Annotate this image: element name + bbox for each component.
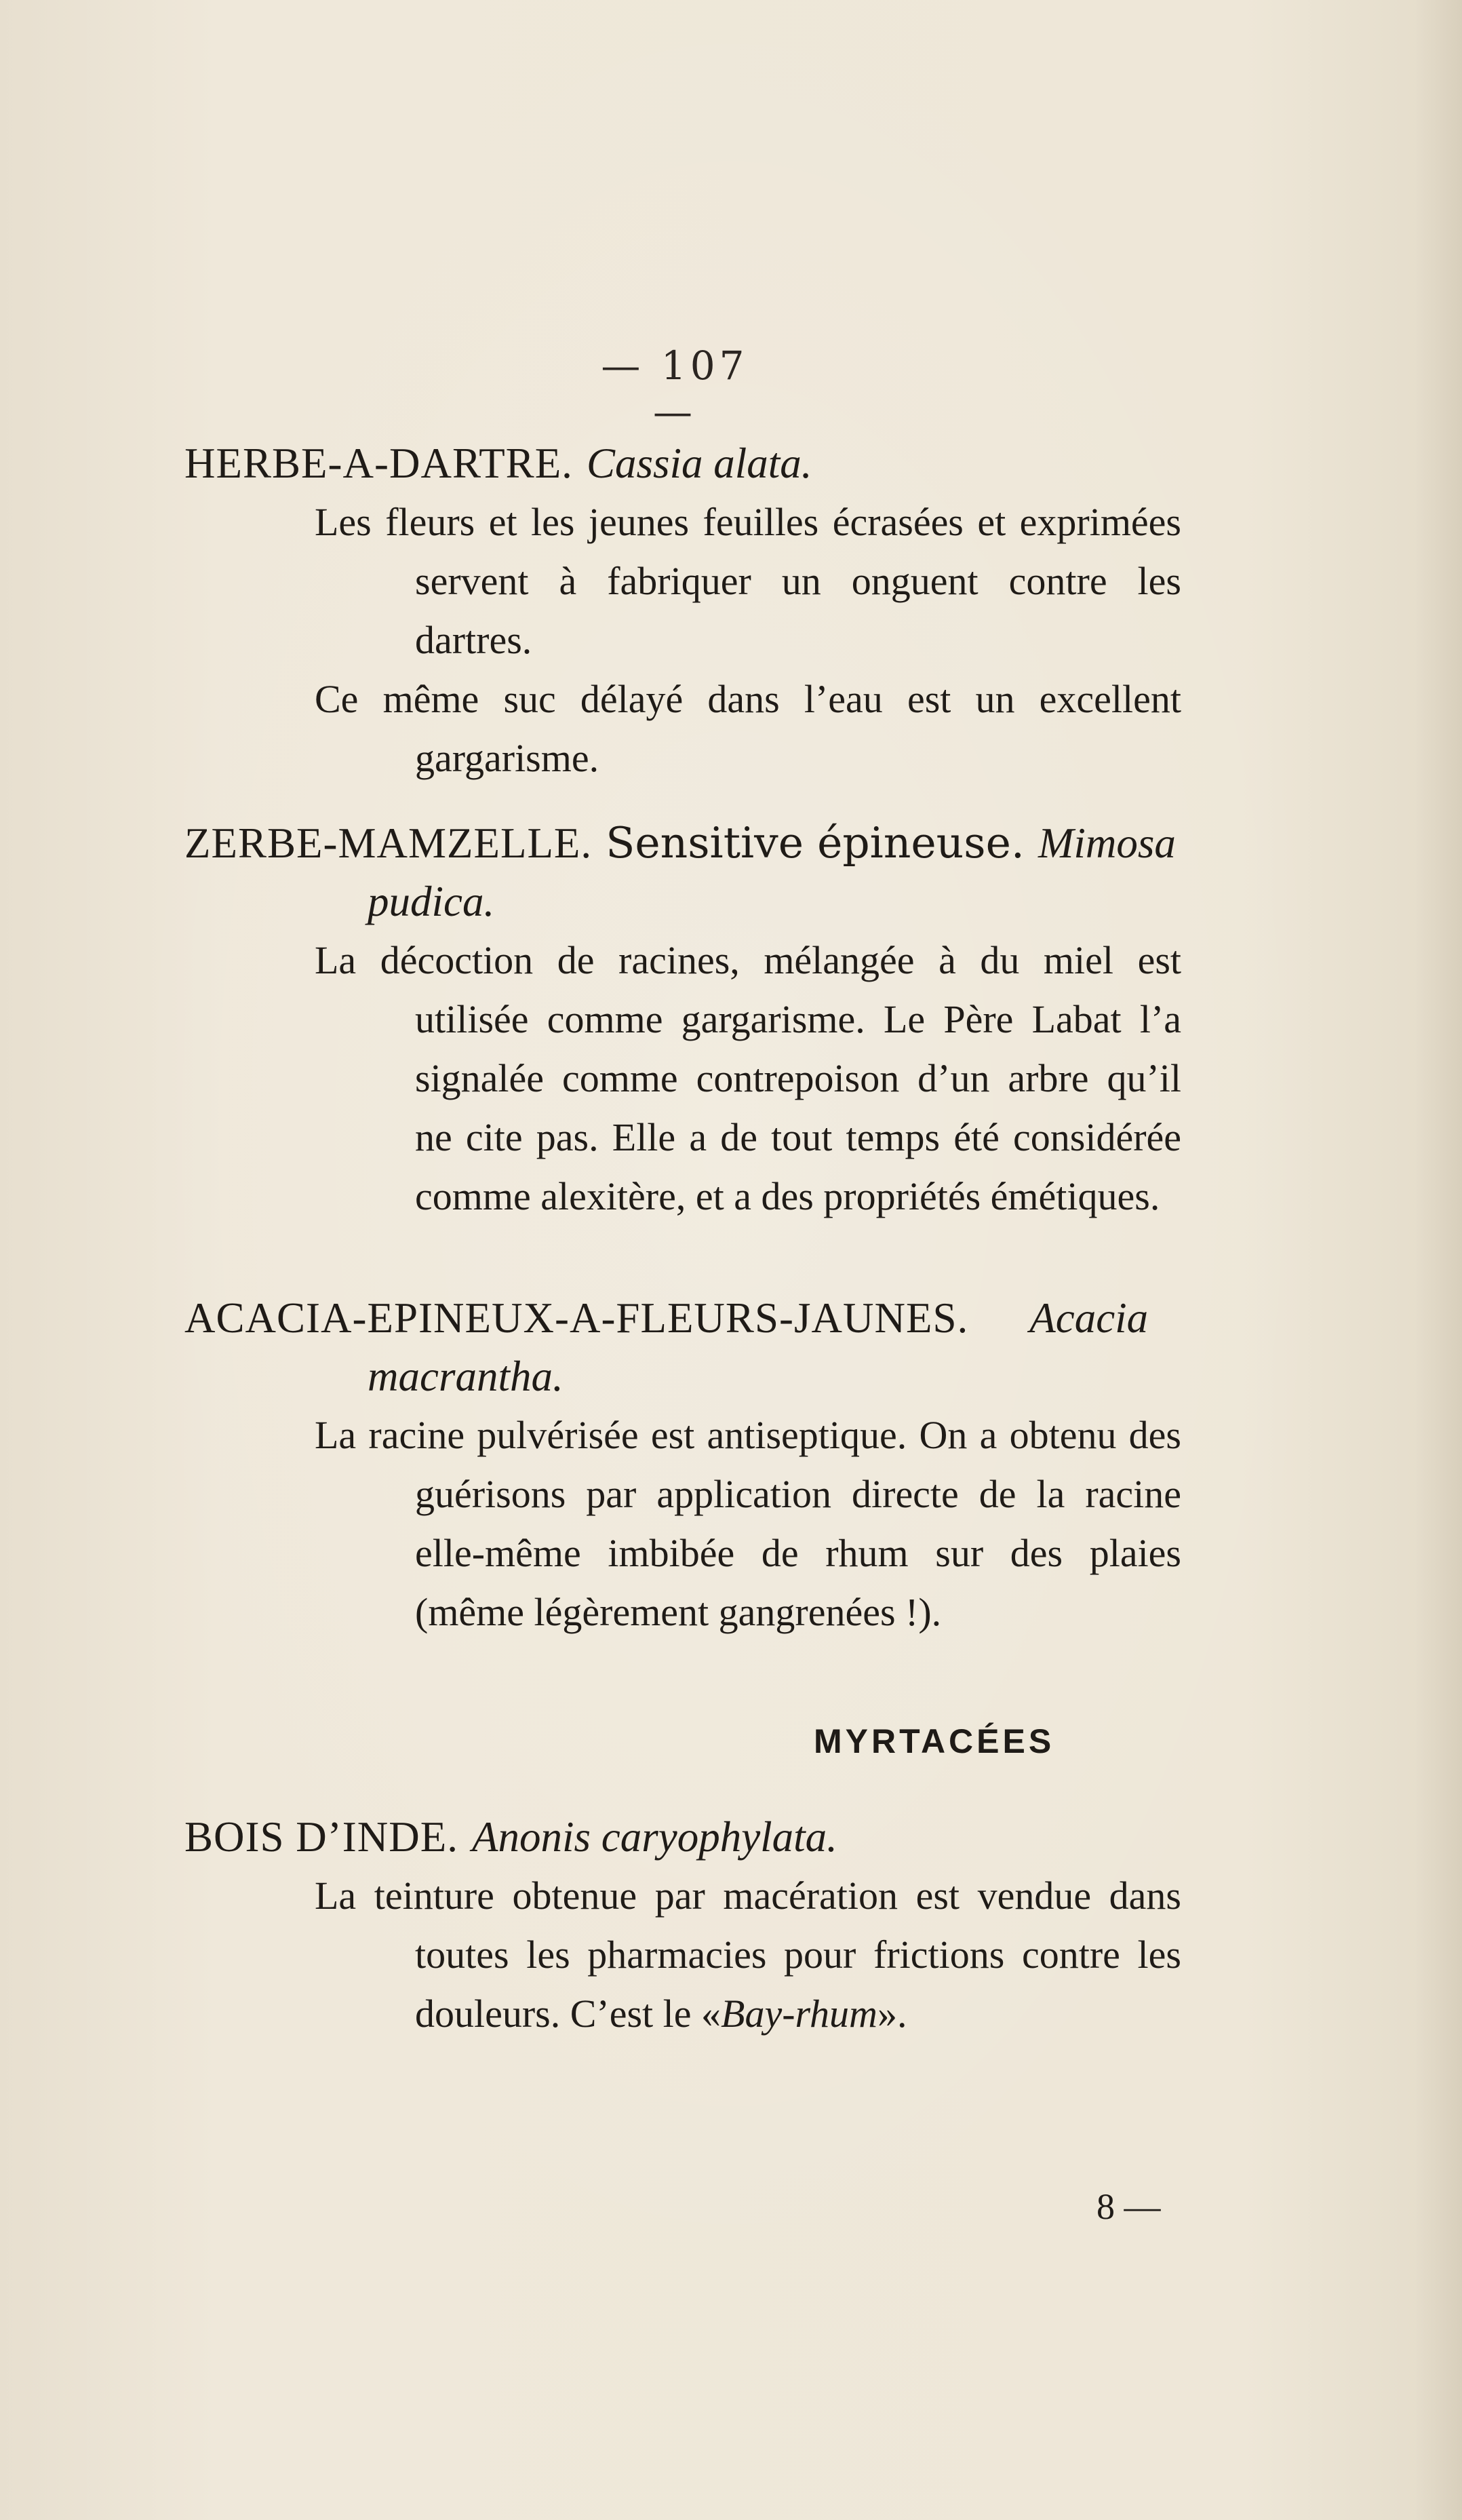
entry-headword: ACACIA-EPINEUX-A-FLEURS-JAUNES. [184, 1294, 969, 1342]
entry-heading [184, 814, 1181, 872]
entry-latin-name: Cassia alata. [586, 440, 812, 487]
entry-paragraph [184, 1866, 1181, 2043]
printer-signature-mark: 8 — [1096, 2186, 1161, 2227]
entry-common-name: Sensitive épineuse. [606, 818, 1025, 868]
entry-paragraph: Les fleurs et les jeunes feuilles écrasées et exprimées servent à fabriquer un onguent contre les dartres. [315, 500, 1181, 662]
entry-paragraph: La décoction de racines, mélangée à du miel est utilisée comme gargarisme. Le Père Labat l’a signalée comme contrepoison d’un arbre qu’il ne cite pas. Elle a de tout temps été considérée comme alexitère, et a des propriétés émétiques. [315, 938, 1181, 1218]
quote-term: Bay-rhum [721, 1992, 877, 2036]
entry-paragraph-text: La teinture obtenue par macération est vendue dans toutes les pharmacies pour frictions contre les douleurs. C’est le [315, 1874, 1181, 2036]
section-title: MYRTACÉES [814, 1722, 1055, 1760]
text-block [184, 434, 1181, 1709]
page-edge-shadow [1415, 0, 1462, 2520]
quote-close: ». [877, 1992, 907, 2036]
entry-headword: HERBE-A-DARTRE. [184, 440, 573, 487]
entry-latin-name: Anonis caryophylata. [472, 1813, 837, 1861]
entry-latin-name: Mimosa [1038, 819, 1176, 867]
page-number: — 107 — [601, 343, 749, 435]
entry-heading [184, 1808, 1181, 1866]
entry-paragraph: Ce même suc délayé dans l’eau est un excellent gargarisme. [315, 677, 1181, 780]
entry-heading [184, 1289, 1181, 1347]
entry-bois-d-inde [184, 1808, 1181, 2043]
entry-latin-continuation: pudica. [368, 878, 495, 925]
entry-headword: ZERBE-MAMZELLE. [184, 819, 593, 867]
entry-paragraph: La racine pulvérisée est antiseptique. On a obtenu des guérisons par application directe de la racine elle-même imbibée de rhum sur des plaies (même légèrement gangrenées !). [315, 1413, 1181, 1634]
quote-open: « [701, 1992, 722, 2036]
entry-heading [184, 434, 1181, 492]
entry-acacia-epineux [184, 1289, 1181, 1709]
entry-latin-name: Acacia [1029, 1294, 1149, 1342]
entry-latin-continuation: macrantha. [368, 1353, 564, 1400]
entry-herbe-a-dartre [184, 434, 1181, 814]
entry-zerbe-mamzelle [184, 814, 1181, 1289]
text-block-lower [184, 1808, 1181, 2043]
entry-headword: BOIS D’INDE. [184, 1813, 458, 1861]
